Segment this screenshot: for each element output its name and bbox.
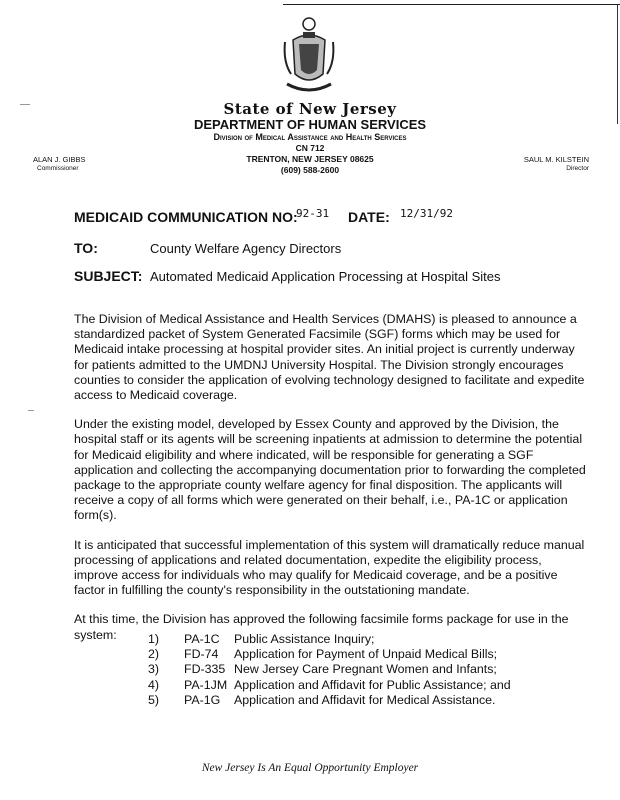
list-item — [148, 632, 511, 647]
state-seal-icon — [283, 12, 335, 102]
commissioner-block — [33, 155, 86, 173]
form-code: FD-335 — [184, 662, 226, 677]
to-value: County Welfare Agency Directors — [150, 241, 342, 256]
forms-list — [148, 632, 511, 708]
commissioner-name: ALAN J. GIBBS — [33, 155, 86, 164]
top-border — [283, 4, 620, 5]
item-number: 5) — [148, 692, 160, 707]
scan-mark — [20, 104, 30, 105]
item-number: 4) — [148, 677, 160, 692]
date-label: DATE: — [348, 209, 390, 225]
form-description: New Jersey Care Pregnant Women and Infants; — [234, 662, 497, 677]
address-cn: CN 712 — [295, 143, 325, 153]
department-name: DEPARTMENT OF HUMAN SERVICES — [193, 117, 427, 132]
comm-label: MEDICAID COMMUNICATION NO: — [74, 209, 298, 225]
phone: (609) 588-2600 — [280, 165, 340, 175]
director-block — [511, 155, 589, 173]
item-number: 1) — [148, 632, 160, 646]
address-city: TRENTON, NEW JERSEY 08625 — [246, 154, 374, 164]
list-item — [148, 647, 511, 662]
form-code: PA-1JM — [184, 677, 228, 692]
form-code: FD-74 — [184, 647, 219, 662]
to-label: TO: — [74, 240, 98, 256]
subject-label: SUBJECT: — [74, 268, 143, 284]
form-description: Application and Affidavit for Medical Assistance. — [234, 692, 496, 707]
form-description: Application and Affidavit for Public Assistance; and — [234, 677, 511, 692]
item-number: 3) — [148, 662, 160, 677]
item-number: 2) — [148, 647, 160, 662]
division-name: Division of Medical Assistance and Health Services — [213, 132, 407, 142]
state-title: State of New Jersey — [223, 100, 397, 118]
paragraph-1: The Division of Medical Assistance and Health Services (DMAHS) is pleased to announce a standardized packet of System Generated Facsimile (SGF) forms which may be used for Medicaid intake processing at hospital provider sites. An initial project is currently underway for patients admitted to the UMDNJ University Hospital. The Division strongly encourages counties to consider the application of evolving technology designed to facilitate and expedite access to Medicaid coverage. — [74, 312, 585, 403]
paragraph-3: It is anticipated that successful implementation of this system will dramatically reduce manual processing of applications and related documentation, expedite the eligibility process, improve access for individuals who may qualify for Medicaid coverage, and be a positive factor in fulfilling the county's responsibility in the outstationing mandate. — [74, 537, 585, 598]
subject-value: Automated Medicaid Application Processing at Hospital Sites — [150, 269, 501, 284]
form-code: PA-1C — [184, 632, 220, 646]
list-item — [148, 678, 511, 693]
list-item — [148, 693, 511, 708]
list-item — [148, 662, 511, 677]
form-description: Application for Payment of Unpaid Medical Bills; — [234, 647, 498, 662]
body-text — [74, 312, 586, 657]
paragraph-4: At this time, the Division has approved the following facsimile forms package for use in the system: — [74, 612, 569, 642]
scan-mark — [28, 410, 34, 411]
date-value: 12/31/92 — [400, 207, 453, 220]
paragraph-2: Under the existing model, developed by Essex County and approved by the Division, the hospital staff or its agents will be screening inpatients at admission to determine the potential for Medicaid eligibility and where indicated, will be responsible for generating a SGF application and collecting the accompanying documentation prior to forwarding the completed package to the appropriate county welfare agency for final disposition. The applicants will receive a copy of all forms which were generated on their behalf, i.e., PA-1C or application form(s). — [74, 417, 586, 523]
footer-eeo: New Jersey Is An Equal Opportunity Employer — [201, 762, 419, 774]
director-name: SAUL M. KILSTEIN — [523, 155, 589, 164]
form-code: PA-1G — [184, 692, 221, 707]
form-description: Public Assistance Inquiry; — [234, 632, 375, 646]
commissioner-title: Commissioner — [37, 165, 79, 172]
director-title: Director — [566, 165, 589, 172]
comm-number: 92-31 — [296, 207, 330, 220]
